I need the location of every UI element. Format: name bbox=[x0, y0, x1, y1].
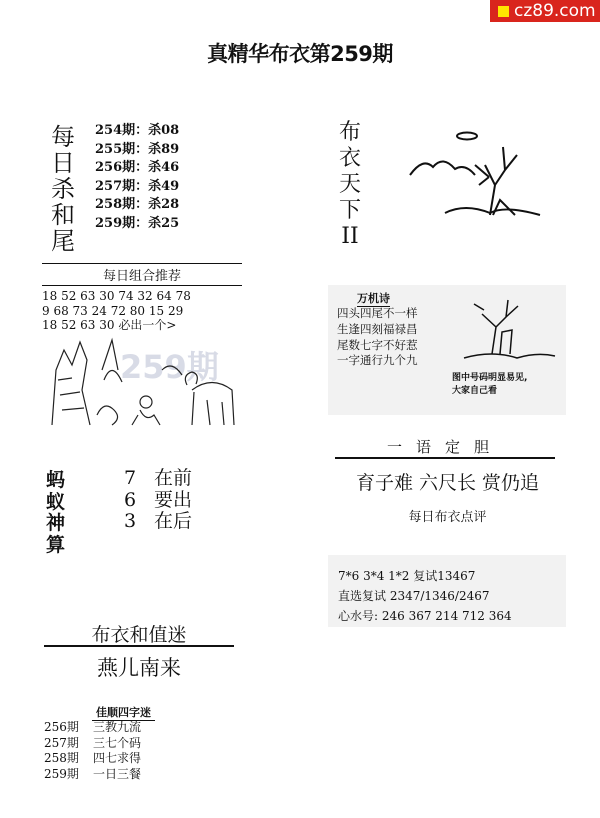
ant-god-labels bbox=[46, 470, 65, 556]
period-label: 259期 bbox=[44, 766, 79, 781]
ant-god-number: 7 bbox=[124, 467, 137, 489]
ant-god-row bbox=[124, 511, 192, 533]
period-label: 257期 bbox=[44, 735, 79, 750]
vertical-char: 布 bbox=[338, 120, 361, 145]
buyi-tianxia-vertical-label bbox=[338, 120, 362, 250]
vertical-char: 日 bbox=[51, 149, 75, 177]
ant-god-text: 要出 bbox=[154, 488, 193, 511]
vertical-char: 杀 bbox=[51, 175, 75, 203]
ant-god-rows bbox=[124, 468, 192, 533]
vertical-char: 下 bbox=[338, 198, 361, 223]
yiyu-divider bbox=[335, 457, 555, 459]
list-item: 255期：杀89 bbox=[95, 141, 180, 157]
ant-god-number: 6 bbox=[124, 488, 137, 511]
four-char-list bbox=[44, 720, 141, 782]
vertical-char: 每 bbox=[51, 123, 75, 151]
bet-line: 7*6 3*4 1*2 复试13467 bbox=[338, 569, 476, 583]
list-item: 256期：杀46 bbox=[95, 160, 180, 175]
note-line: 图中号码明显易见, bbox=[452, 373, 528, 383]
buyi-illustration bbox=[405, 125, 545, 225]
list-item: 254期：杀08 bbox=[95, 123, 180, 138]
poem-line: 尾数七字不好惹 bbox=[337, 337, 418, 352]
riddle-heading: 布衣和值迷 bbox=[91, 624, 187, 646]
wanji-lines bbox=[337, 306, 418, 369]
riddle-text: 四七求得 bbox=[93, 751, 142, 765]
combo-row: 9 68 73 24 72 80 15 29 bbox=[42, 303, 184, 318]
vertical-char: 天 bbox=[338, 172, 361, 197]
bet-line: 心水号: 246 367 214 712 364 bbox=[338, 609, 512, 623]
poem-line: 四头四尾不一样 bbox=[337, 306, 418, 320]
poem-line: 生逢四刻福禄昌 bbox=[337, 321, 418, 336]
riddle-text: 一日三餐 bbox=[93, 766, 142, 781]
yiyu-heading: 一语定胆 bbox=[386, 438, 503, 456]
riddle-text: 三教九流 bbox=[93, 720, 142, 734]
daily-combo-rows bbox=[42, 289, 242, 333]
riddle-answer: 燕儿南来 bbox=[97, 656, 181, 680]
daily-kill-list bbox=[95, 122, 179, 233]
daily-combo-box bbox=[42, 263, 242, 333]
daily-combo-illustration bbox=[42, 330, 242, 430]
yiyu-phrase: 育子难 六尺长 赏仍追 bbox=[355, 472, 540, 494]
ant-god-text: 在后 bbox=[154, 510, 193, 532]
daily-combo-title: 每日组合推荐 bbox=[42, 263, 242, 286]
vertical-char: 衣 bbox=[338, 146, 361, 171]
list-item: 258期：杀28 bbox=[95, 197, 180, 212]
ant-god-row bbox=[124, 468, 192, 490]
vertical-char: 尾 bbox=[51, 227, 75, 255]
period-label: 256期 bbox=[44, 720, 79, 734]
four-char-title: 佳顺四字迷 bbox=[92, 704, 155, 721]
ant-god-row bbox=[124, 490, 192, 512]
list-item: 259期：杀25 bbox=[95, 215, 180, 231]
wanji-title: 万机诗 bbox=[357, 292, 390, 305]
riddle-text: 三七个码 bbox=[93, 735, 142, 750]
ant-god-text: 在前 bbox=[154, 467, 193, 489]
combo-row: 18 52 63 30 74 32 64 78 bbox=[42, 289, 191, 303]
ant-god-char: 神 bbox=[46, 512, 66, 534]
ant-god-char: 蚂 bbox=[46, 469, 66, 491]
wanji-tree-illustration bbox=[462, 292, 557, 364]
list-item bbox=[44, 751, 141, 767]
vertical-char: 和 bbox=[51, 201, 75, 229]
daily-kill-vertical-label bbox=[50, 124, 76, 254]
site-watermark bbox=[490, 0, 600, 22]
list-item bbox=[44, 720, 141, 736]
ant-god-number: 3 bbox=[124, 510, 137, 532]
bets-lines bbox=[338, 566, 512, 626]
illustration-watermark-text: 259期 bbox=[120, 348, 219, 386]
note-line: 大家自己看 bbox=[452, 386, 498, 396]
list-item bbox=[44, 767, 141, 783]
wanji-note bbox=[452, 372, 527, 398]
poem-line: 一字通行九个九 bbox=[337, 353, 418, 368]
ant-god-char: 蚁 bbox=[46, 490, 66, 513]
bet-line: 直选复试 2347/1346/2467 bbox=[338, 589, 490, 603]
page-title: 真精华布衣第259期 bbox=[207, 42, 393, 66]
combo-row: 18 52 63 30 必出一个> bbox=[42, 318, 177, 332]
ant-god-char: 算 bbox=[46, 533, 66, 556]
vertical-char: II bbox=[341, 224, 359, 249]
yiyu-subtitle: 每日布衣点评 bbox=[408, 510, 487, 525]
list-item bbox=[44, 736, 141, 752]
watermark-text: cz89.com bbox=[514, 1, 596, 21]
period-label: 258期 bbox=[44, 751, 79, 765]
watermark-square-icon bbox=[498, 6, 509, 17]
list-item: 257期：杀49 bbox=[95, 178, 180, 194]
riddle-divider bbox=[44, 645, 234, 647]
